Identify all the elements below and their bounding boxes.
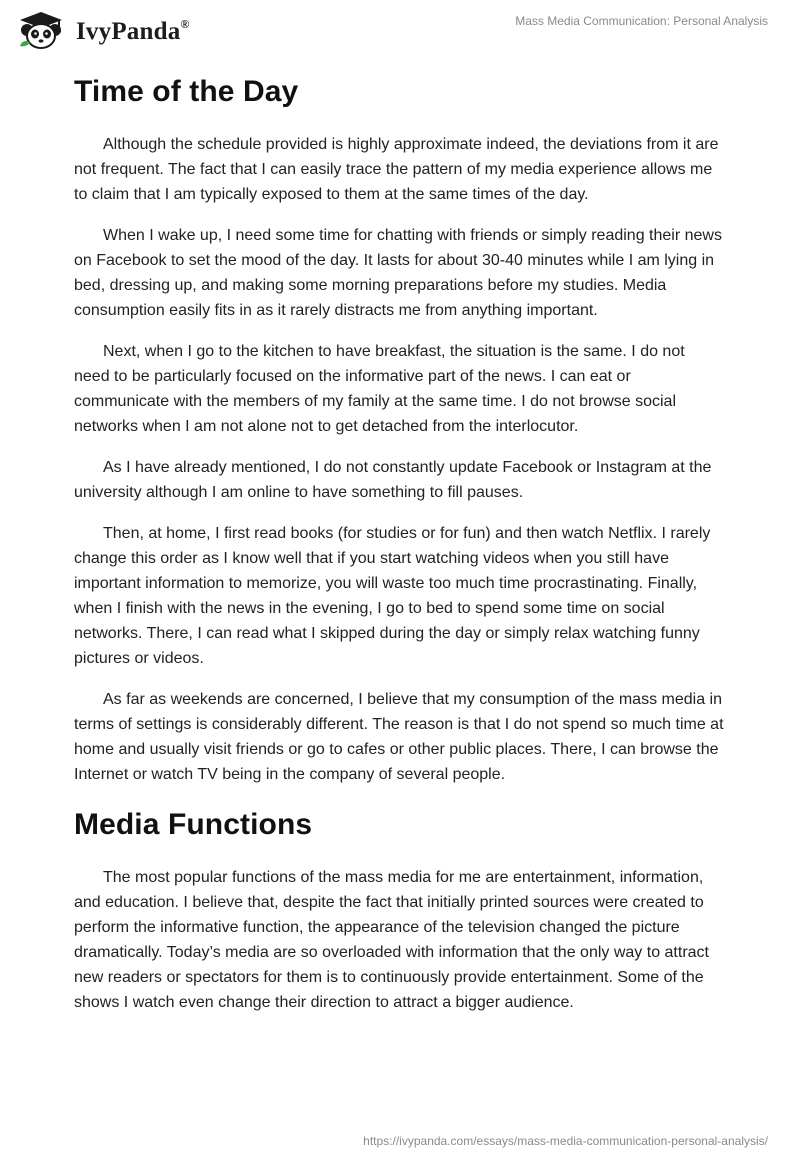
paragraph: When I wake up, I need some time for chatting with friends or simply reading their news on Facebook to set the mood of the day. It lasts for about 30-40 minutes while I am lying in bed, dressing up, and making some morning preparations before my studies. Media consumption easily fits in as it rarely distracts me from anything important. bbox=[74, 227, 722, 319]
paragraph: As far as weekends are concerned, I believe that my consumption of the mass media in terms of settings is considerably different. The reason is that I do not spend so much time at home and usually visit friends or go to cafes or other public places. There, I can browse the Internet or watch TV being in the company of several people. bbox=[74, 691, 724, 783]
brand-logo[interactable] bbox=[14, 10, 190, 50]
brand-name: IvyPanda® bbox=[76, 16, 190, 45]
document-title: Mass Media Communication: Personal Analysis bbox=[515, 14, 768, 28]
source-url[interactable]: https://ivypanda.com/essays/mass-media-communication-personal-analysis/ bbox=[363, 1134, 768, 1148]
section-heading: Media Functions bbox=[74, 808, 313, 841]
paragraph: Then, at home, I first read books (for studies or for fun) and then watch Netflix. I rarely change this order as I know well that if you start watching videos when you still have important information to memorize, you will waste too much time procrastinating. Finally, when I finish with the news in the evening, I go to bed to spend some time on social networks. There, I can read what I skipped during the day or simply relax watching funny pictures or videos. bbox=[74, 525, 711, 667]
paragraph: The most popular functions of the mass media for me are entertainment, information, and education. I believe that, despite the fact that initially printed sources were created to perform the informative function, the appearance of the television changed the picture dramatically. Today’s media are so overloaded with information that the only way to attract new readers or spectators for them is to continuously provide entertainment. Some of the shows I watch even change their direction to attract a bigger audience. bbox=[74, 869, 709, 1011]
article-body bbox=[74, 72, 724, 1031]
paragraph: Although the schedule provided is highly approximate indeed, the deviations from it are not frequent. The fact that I can easily trace the pattern of my media experience allows me to claim that I am typically exposed to them at the same times of the day. bbox=[74, 136, 719, 203]
panda-graduate-icon bbox=[14, 10, 68, 50]
paragraph: As I have already mentioned, I do not constantly update Facebook or Instagram at the university although I am online to have something to fill pauses. bbox=[74, 459, 712, 501]
paragraph: Next, when I go to the kitchen to have breakfast, the situation is the same. I do not need to be particularly focused on the informative part of the news. I can eat or communicate with the members of my family at the same time. I do not browse social networks when I am not alone not to get detached from the interlocutor. bbox=[74, 343, 685, 435]
section-heading: Time of the Day bbox=[74, 75, 299, 108]
page-header bbox=[0, 0, 800, 62]
